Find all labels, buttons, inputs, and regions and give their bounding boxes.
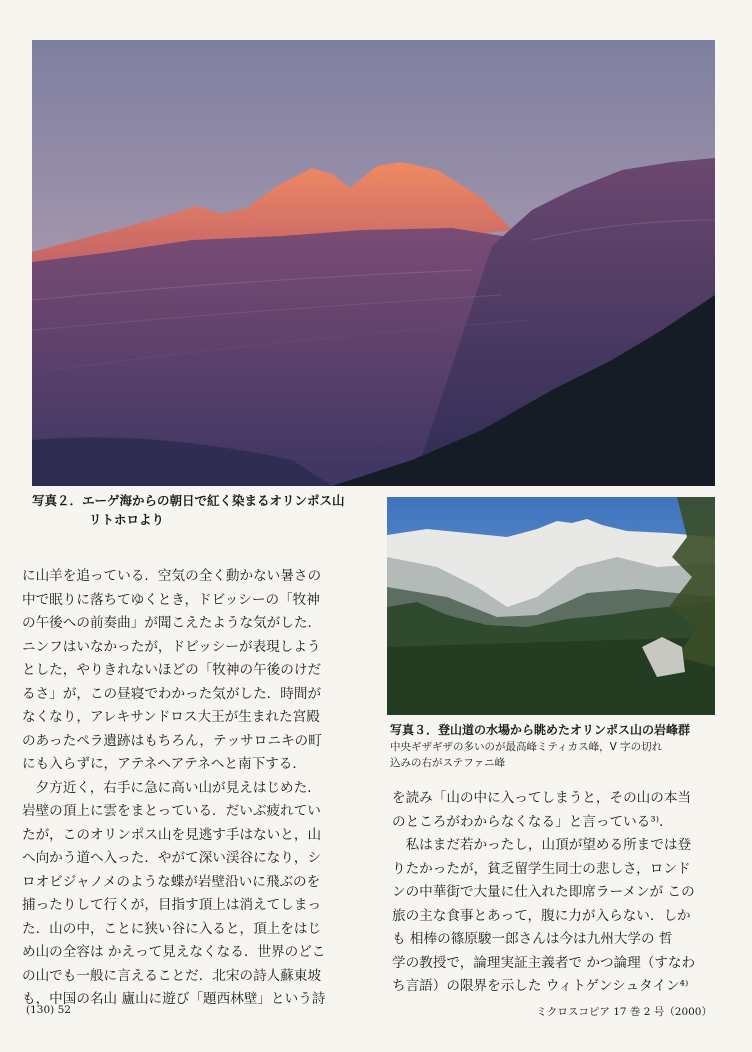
left-column xyxy=(22,565,370,1012)
body-line: 岩壁の頂上に雲をまとっている．だいぶ疲れてい xyxy=(22,803,321,819)
photo2-caption-desc1: 中央ギザギザの多いのが最高峰ミティカス峰，V 字の切れ xyxy=(390,741,663,753)
body-line: に山羊を追っている．空気の全く動かない暑さの xyxy=(22,568,322,584)
right-column xyxy=(392,787,720,999)
body-line: 中で眠りに落ちてゆくとき，ドビッシーの「牧神 xyxy=(22,591,320,608)
body-line: たが，このオリンポス山を見逃す手はないと，山 xyxy=(22,826,322,843)
photo-olympus-sunrise xyxy=(32,40,715,486)
body-line: ニンフはいなかったが，ドビッシーが表現しよう xyxy=(22,638,321,655)
body-line: 捕ったりして行くが，目指す頂上は消えてしまっ xyxy=(22,897,322,913)
body-line: のところがわからなくなる」と言っている³⁾． xyxy=(392,813,673,830)
body-line: を読み「山の中に入ってしまうと，その山の本当 xyxy=(392,790,692,806)
body-line: 旅の主な食事とあって，腹に力が入らない．しか xyxy=(392,907,691,924)
body-line: の山でも一般に言えることだ．北宋の詩人蘇東坡 xyxy=(22,967,322,984)
body-line: なくなり，アレキサンドロス大王が生まれた宮殿 xyxy=(22,709,320,725)
body-line: め山の全容は かえって見えなくなる．世界のどこ xyxy=(22,944,326,960)
body-line: とした，やりきれないほどの「牧神の午後のけだ xyxy=(22,662,322,678)
photo1-caption-line2: リトホロより xyxy=(89,512,165,527)
body-line: の午後への前奏曲」が聞こえたような気がした． xyxy=(22,615,322,631)
photo2-caption-title: 写真３．登山道の水場から眺めたオリンポス山の岩峰群 xyxy=(390,723,691,737)
page-number: (130) 52 xyxy=(26,1004,71,1016)
journal-citation: ミクロスコピア 17 巻 2 号（2000） xyxy=(536,1006,712,1018)
body-line: へ向かう道へ入った．やがて深い渓谷になり，シ xyxy=(22,850,322,866)
body-line: るさ」が，この昼寝でわかった気がした．時間が xyxy=(22,685,322,702)
photo2-caption-desc2: 込みの右がステファニ峰 xyxy=(390,757,506,769)
photo-olympus-peaks xyxy=(387,497,715,715)
body-line: 私はまだ若かったし，山頂が望める所までは登 xyxy=(392,837,692,853)
photo1-caption xyxy=(32,491,382,529)
photo1-caption-line1: 写真２．エーゲ海からの朝日で紅く染まるオリンポス山 xyxy=(32,493,345,508)
body-line: のあったペラ遺跡はもちろん，テッサロニキの町 xyxy=(22,732,322,749)
body-line: ンの中華街で大量に仕入れた即席ラーメンが この xyxy=(392,884,695,900)
photo2-caption xyxy=(390,722,720,771)
body-line: も，中国の名山 廬山に遊び「題西林壁」という詩 xyxy=(22,991,326,1007)
body-line: りたかったが，貧乏留学生同士の悲しさ，ロンド xyxy=(392,860,691,877)
body-line: にも入らずに，アテネへアテネへと南下する． xyxy=(22,756,306,772)
body-line: 学の教授で，論理実証主義者で かつ論理（すなわ xyxy=(392,954,696,971)
body-line: ち言語）の限界を示した ウィトゲンシュタイン⁴⁾ xyxy=(392,978,689,994)
body-line: 夕方近く，右手に急に高い山が見えはじめた． xyxy=(22,779,321,796)
body-line: ロオビジャノメのような蝶が岩壁沿いに飛ぶのを xyxy=(22,873,321,890)
body-line: た．山の中，ことに狭い谷に入ると，頂上をはじ xyxy=(22,920,322,937)
body-line: も 相棒の篠原駿一郎さんは今は九州大学の 哲 xyxy=(392,931,673,947)
